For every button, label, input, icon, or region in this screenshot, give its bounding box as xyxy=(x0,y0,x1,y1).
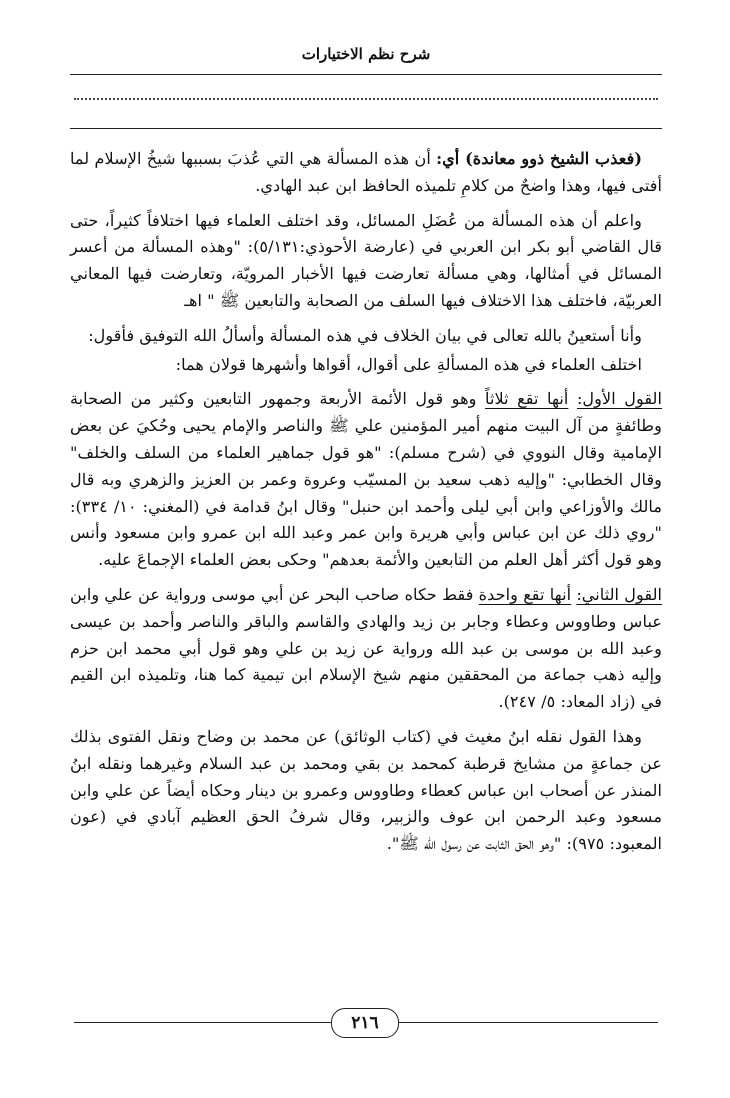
paragraph-text: وهو قول الأئمة الأربعة وجمهور التابعين وكثير من الصحابة وطائفةٍ من آل البيت منهم أمير المؤمنين علي ﷺ والناصر والإمام يحيى وحُكيَ عن بعض الإمامية وقال النووي في (شرح مسلم): "هو قول جماهير العلماء من السلف والخلف" وقال الخطابي: "وإليه ذهب سعيد بن المسيّب وعروة وعمر بن العزيز والزهري وبه قال مالك والأوزاعي وابن أبي ليلى وأحمد ابن حنبل" وقال ابنُ قدامة في (المغني: ١٠/ ٣٣٤): "روي ذلك عن ابن عباس وأبي هريرة وابن عمر وعبد الله ابن عمرو وابن مسعود وأنس وهو قول أكثر أهل العلم من التابعين والأئمة بعدهم" وحكى بعض العلماء الإجماعَ عليه. xyxy=(70,389,662,570)
paragraph-second-opinion xyxy=(70,582,662,716)
running-header: شرح نظم الاختيارات xyxy=(301,45,431,63)
paragraph-disagreement xyxy=(70,208,662,315)
paragraph-first-opinion xyxy=(70,386,662,574)
page-number: ٢١٦ xyxy=(331,1008,399,1038)
paragraph-text: واعلم أن هذه المسألة من عُضَلِ المسائل، وقد اختلف العلماء فيها اختلافاً كثيراً، حتى قال القاضي أبو بكر ابن العربي في (عارضة الأحوذي:٥/١٣١): "وهذه المسألة من أعسر المسائل في أمثالها، وهي مسألة تعارضت فيها الأخبار المرويّة، وتعارضت فيها المعاني العربيّة، فاختلف هذا الاختلاف فيها السلف من الصحابة والتابعين ﷺ " اهـ xyxy=(70,210,662,310)
opinion-label: القول الأول: xyxy=(576,389,662,409)
header-rule-top xyxy=(70,74,662,75)
dotted-separator xyxy=(74,98,658,100)
opinion-ruling: أنها تقع ثلاثاً xyxy=(485,389,569,409)
paragraph-seeking-help xyxy=(70,323,662,350)
paragraph-lead: (فعذب الشيخ ذوو معاندة) أي: xyxy=(436,149,642,168)
page-body xyxy=(70,146,662,866)
paragraph-two-opinions xyxy=(70,352,662,379)
paragraph-text: اختلف العلماء في هذه المسألةِ على أقوال، أقواها وأشهرها قولان هما: xyxy=(175,354,642,374)
paragraph-ibn-mughith xyxy=(70,724,662,858)
paragraph-text: وهذا القول نقله ابنُ مغيث في (كتاب الوثائق) عن محمد بن وضاح ونقل الفتوى بذلك عن جماعةٍ من مشايخ قرطبة كمحمد بن بقي ومحمد بن عبد السلام وغيرهما ونقله ابنُ المنذر عن أصحاب ابن عباس كعطاء وطاووس وعمرو بن دينار وحكاه أيضاً عن علي وابن مسعود وعبد الرحمن ابن عوف والزبير، وقال شرفُ الحق العظيم آبادي في (عون المعبود: ٩٧٥): "وهو الحق الثابت عن رسول الله ﷺ". xyxy=(70,726,662,854)
paragraph-intro xyxy=(70,146,662,200)
opinion-label: القول الثاني: xyxy=(576,584,663,604)
opinion-ruling: أنها تقع واحدة xyxy=(478,584,572,604)
paragraph-text: وأنا أستعينُ بالله تعالى في بيان الخلاف في هذه المسألة وأسألُ الله التوفيق فأقول: xyxy=(88,325,642,345)
header-rule-bottom xyxy=(70,128,662,129)
paragraph-text: أن هذه المسألة هي التي عُذبَ بسببها شيخُ الإسلام لما أفتى فيها، وهذا واضحٌ من كلامِ تلميذه الحافظ ابن عبد الهادي. xyxy=(70,149,662,195)
paragraph-text: فقط حكاه صاحب البحر عن أبي موسى ورواية عن علي وابن عباس وطاووس وعطاء وجابر بن زيد والهادي والقاسم والباقر والناصر وأحمد بن عيسى وعبد الله بن موسى بن عبد الله ورواية عن زيد بن علي وهو قول أبي محمد ابن حزم وإليه ذهب جماعة من المحققين منهم شيخ الإسلام ابن تيمية كما هنا، وتلميذه ابن القيم في (زاد المعاد: ٥/ ٢٤٧). xyxy=(70,584,662,712)
